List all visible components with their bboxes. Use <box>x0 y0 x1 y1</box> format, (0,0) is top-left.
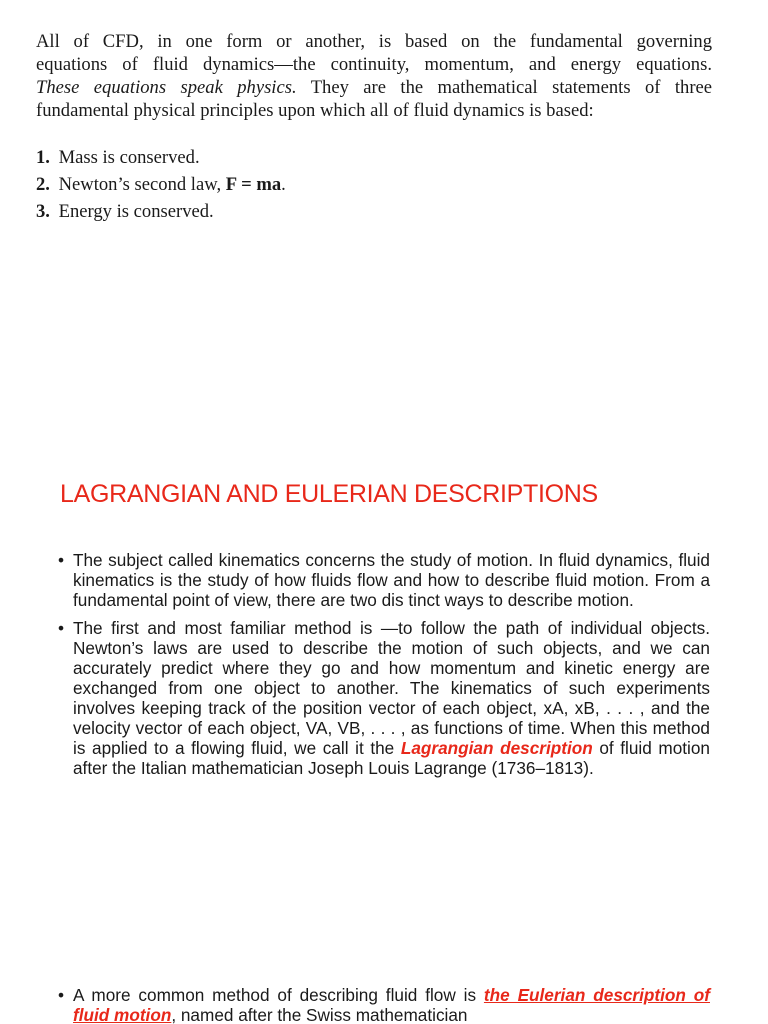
principle-text: Newton’s second law, <box>58 174 222 195</box>
newton-formula: F = ma <box>225 174 282 195</box>
eulerian-description-highlight: the Eulerian description of fluid motion <box>73 985 710 1024</box>
principle-item <box>36 144 712 171</box>
principle-item <box>36 198 712 225</box>
bullet-eulerian <box>58 985 710 1024</box>
bullet-lagrangian-text: The first and most familiar method is —to follow the path of individual objects. Newton’s laws are used to describe the motion of such objects, and we can accurately predict where they go and how momentum and kinetic energy are exchanged from one object to another. The kinematics of such experiments involves keeping track of the position vector of each object, xA, xB, . . . , and the velocity vector of each object, VA, VB, . . . , as functions of time. When this method is applied to a flowing fluid, we call it the <box>73 618 710 758</box>
intro-paragraph <box>36 30 712 122</box>
intro-line-1: All of CFD, in one form or another, is based on the fundamental governing <box>36 31 712 52</box>
intro-line-4: fundamental physical principles upon which all of fluid dynamics is based: <box>36 100 594 121</box>
slide-bullet-list <box>58 550 710 778</box>
principle-item <box>36 171 712 198</box>
principle-number: 1. <box>36 147 50 168</box>
bullet-eulerian-text-end: , named after the Swiss mathematician <box>171 1005 468 1024</box>
principle-number: 3. <box>36 201 50 222</box>
principle-number: 2. <box>36 174 50 195</box>
intro-line-2: equations of fluid dynamics—the continuity, momentum, and energy equations. <box>36 54 712 75</box>
principle-text: Energy is conserved. <box>58 201 214 222</box>
intro-italic-phrase: These equations speak physics. <box>36 77 297 98</box>
slide-title: LAGRANGIAN AND EULERIAN DESCRIPTIONS <box>60 480 598 508</box>
bullet-kinematics: • The subject called kinematics concerns the study of motion. In fluid dynamics, fluid kinematics is the study of how fluids flow and how to describe fluid motion. From a fundamental point of view, there are two dis tinct ways to describe motion. <box>58 550 710 610</box>
scanned-textbook-excerpt <box>36 30 712 225</box>
principles-list <box>36 144 712 225</box>
bullet-lagrangian <box>58 618 710 778</box>
lagrangian-description-highlight: Lagrangian description <box>400 738 593 758</box>
bullet-lagrangian-text-end: of fluid motion after the Italian mathematician Joseph Louis Lagrange (1736–1813). <box>73 738 710 778</box>
bullet-eulerian-text: A more common method of describing fluid flow is <box>73 985 477 1005</box>
principle-text: Mass is conserved. <box>58 147 200 168</box>
slide-bullet-list-continued <box>58 985 710 1024</box>
intro-line-3 <box>36 76 712 99</box>
principle-punctuation: . <box>281 174 286 195</box>
intro-line-3-text: They are the mathematical statements of three <box>310 77 713 98</box>
